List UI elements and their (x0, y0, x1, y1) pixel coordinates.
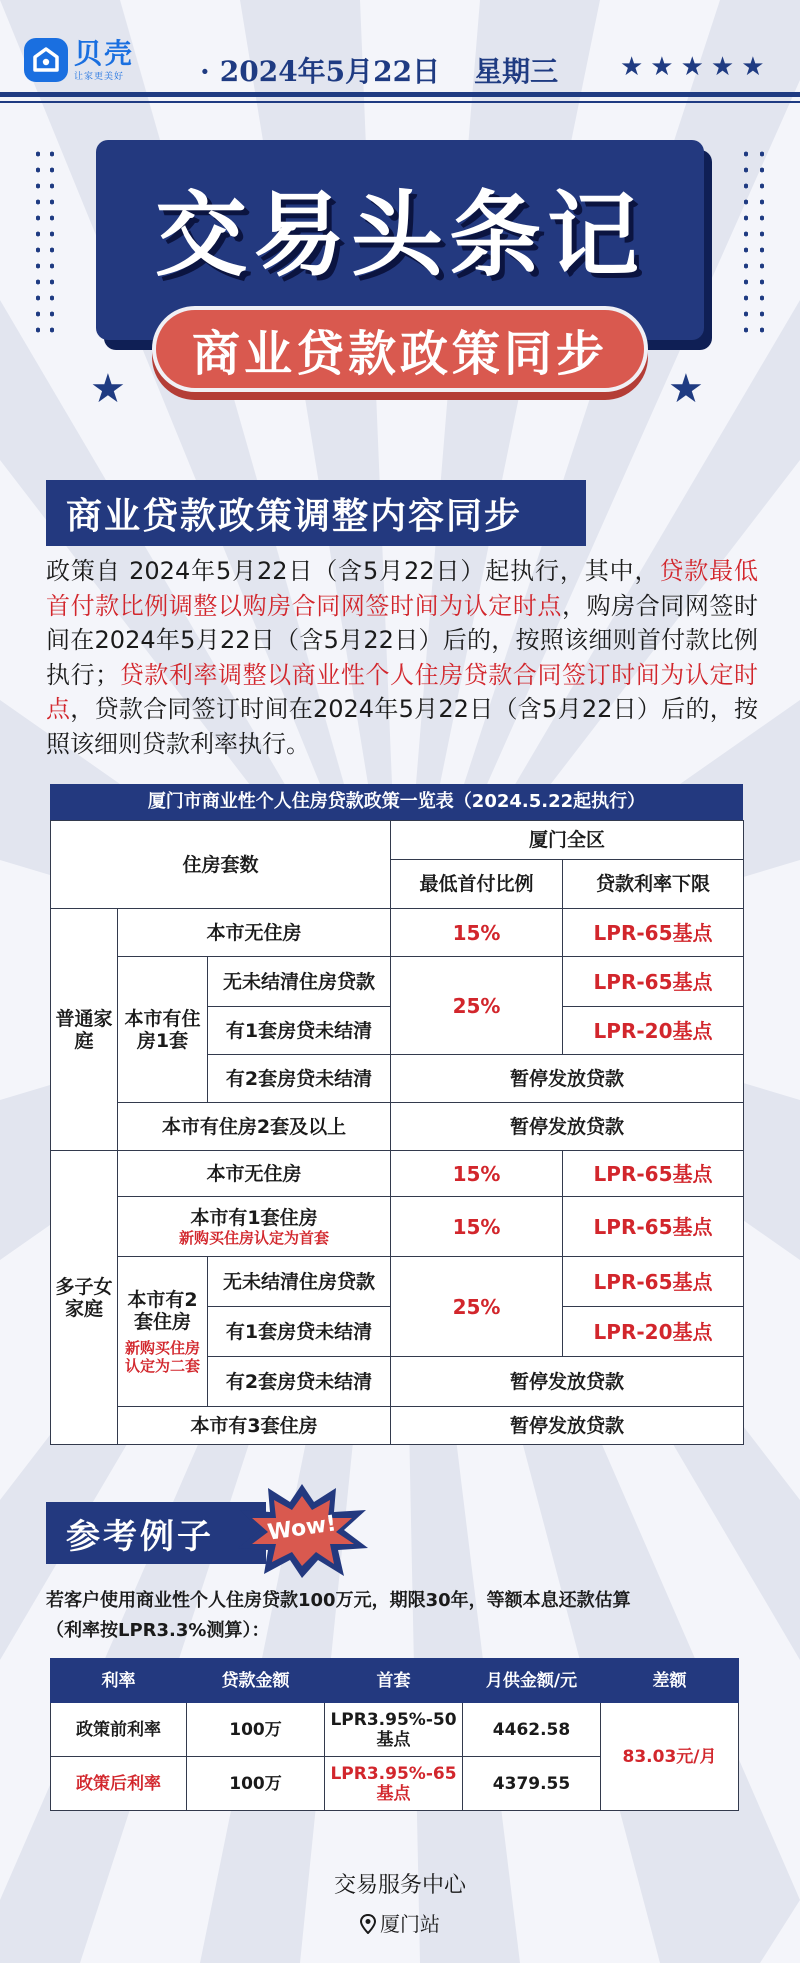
row-after-rate: LPR3.95%-65基点 (325, 1757, 463, 1811)
para-text-1: 政策自 2024年5月22日（含5月22日）起执行，其中， (46, 557, 660, 585)
multi-row-no-house: 本市无住房 (118, 1151, 391, 1197)
rate-lpr20: LPR-20基点 (563, 1007, 744, 1055)
row-2-loan: 有2套房贷未结清 (208, 1055, 391, 1103)
row-has-2-plus: 本市有住房2套及以上 (118, 1103, 391, 1151)
difference-value: 83.03元/月 (601, 1703, 739, 1811)
house-logo-icon (24, 38, 68, 82)
example-description (46, 1586, 758, 1646)
rate-lpr65: LPR-65基点 (563, 909, 744, 957)
date-text: 2024年5月22日 (219, 55, 441, 88)
header-down-payment: 最低首付比例 (391, 860, 563, 909)
dotted-column-right-a (744, 146, 748, 338)
brand-name: 贝壳 (74, 36, 135, 70)
para-text-2: ，购房合同网签时间在2024年5月22日（含5月22日）后的，按照该细则首付款比例执行； (46, 591, 758, 689)
example-table (50, 1658, 738, 1811)
suspend-loans: 暂停发放贷款 (391, 1103, 744, 1151)
header-rate-floor: 贷款利率下限 (563, 860, 744, 909)
row-no-house: 本市无住房 (118, 909, 391, 957)
banner-subtitle: 商业贷款政策同步 (191, 325, 608, 382)
rate-lpr65: LPR-65基点 (563, 1197, 744, 1257)
group-multi-child-family: 多子女家庭 (51, 1151, 118, 1445)
date-bullet: · (200, 55, 210, 88)
rate-lpr65: LPR-65基点 (563, 1257, 744, 1307)
policy-table-title: 厦门市商业性个人住房贷款政策一览表（2024.5.22起执行） (50, 784, 743, 820)
down-25: 25% (391, 957, 563, 1055)
dotted-column-left-b (50, 146, 54, 338)
policy-table (50, 784, 743, 1445)
para-highlight-2: 贷款利率调整以商业性个人住房贷款合同签订时间为认定时点 (46, 660, 759, 723)
row-after-monthly: 4379.55 (463, 1757, 601, 1811)
header-stars-icon: ★★★★★ (620, 52, 772, 82)
header-amount: 贷款金额 (187, 1659, 325, 1703)
multi-row-2-loan: 有2套房贷未结清 (208, 1357, 391, 1407)
weekday-text: 星期三 (474, 55, 559, 88)
down-25: 25% (391, 1257, 563, 1357)
group-normal-family: 普通家庭 (51, 909, 118, 1151)
multi-row-no-loan: 无未结清住房贷款 (208, 1257, 391, 1307)
footer-location-text: 厦门站 (380, 1912, 440, 1936)
header-difference: 差额 (601, 1659, 739, 1703)
header-housing-count: 住房套数 (51, 821, 391, 909)
suspend-loans: 暂停发放贷款 (391, 1407, 744, 1445)
section-heading-policy: 商业贷款政策调整内容同步 (46, 480, 586, 546)
row-before-label: 政策前利率 (51, 1703, 187, 1757)
rate-lpr65: LPR-65基点 (563, 1151, 744, 1197)
header-rate: 利率 (51, 1659, 187, 1703)
down-15: 15% (391, 1197, 563, 1257)
dotted-column-left-a (36, 146, 40, 338)
row-before-monthly: 4462.58 (463, 1703, 601, 1757)
banner-title: 交易头条记 (154, 182, 645, 289)
para-text-3: ，贷款合同签订时间在2024年5月22日（含5月22日）后的，按照该细则贷款利率执行。 (46, 695, 759, 758)
down-15: 15% (391, 1151, 563, 1197)
dotted-column-right-b (760, 146, 764, 338)
multi-has-1-note: 新购买住房认定为首套 (179, 1228, 330, 1247)
down-15: 15% (391, 909, 563, 957)
date-line (200, 50, 558, 90)
header-region: 厦门全区 (391, 821, 744, 860)
location-pin-icon (360, 1914, 376, 1939)
row-after-label: 政策后利率 (51, 1757, 187, 1811)
row-before-rate: LPR3.95%-50基点 (325, 1703, 463, 1757)
row-before-amount: 100万 (187, 1703, 325, 1757)
multi-has-1-label: 本市有1套住房 (190, 1206, 318, 1229)
multi-row-1-loan: 有1套房贷未结清 (208, 1307, 391, 1357)
para-highlight-1: 贷款最低首付款比例调整以购房合同网签时间为认定时点 (46, 557, 759, 620)
header-monthly: 月供金额/元 (463, 1659, 601, 1703)
row-no-loan: 无未结清住房贷款 (208, 957, 391, 1007)
rate-lpr65: LPR-65基点 (563, 957, 744, 1007)
star-icon-right: ★ (668, 366, 704, 412)
multi-row-has-3: 本市有3套住房 (118, 1407, 391, 1445)
multi-row-has-1 (118, 1197, 391, 1257)
multi-has-2-label: 本市有2套住房 (127, 1288, 198, 1333)
suspend-loans: 暂停发放贷款 (391, 1357, 744, 1407)
header-divider-thin (0, 101, 800, 103)
suspend-loans: 暂停发放贷款 (391, 1055, 744, 1103)
star-icon-left: ★ (90, 366, 126, 412)
example-grid (50, 1658, 739, 1811)
wow-text: Wow! (266, 1511, 338, 1546)
header-first-home: 首套 (325, 1659, 463, 1703)
rate-lpr20: LPR-20基点 (563, 1307, 744, 1357)
example-line-2: （利率按LPR3.3%测算）： (46, 1620, 270, 1641)
policy-grid (50, 820, 744, 1445)
brand-slogan: 让家更美好 (74, 71, 125, 82)
policy-paragraph (46, 554, 758, 761)
row-after-amount: 100万 (187, 1757, 325, 1811)
header-divider-thick (0, 92, 800, 97)
brand-logo (24, 38, 134, 82)
wow-burst-icon (232, 1480, 372, 1580)
example-line-1: 若客户使用商业性个人住房贷款100万元，期限30年，等额本息还款估算 (46, 1590, 631, 1611)
subtitle-ribbon (152, 306, 648, 392)
multi-has-2-note: 新购买住房认定为二套 (124, 1338, 200, 1375)
section-heading-example: 参考例子 (46, 1502, 266, 1564)
footer-center-name: 交易服务中心 (333, 1873, 466, 1898)
multi-row-has-2 (118, 1257, 208, 1407)
row-1-loan: 有1套房贷未结清 (208, 1007, 391, 1055)
footer-location (0, 1908, 800, 1939)
row-has-1: 本市有住房1套 (118, 957, 208, 1103)
